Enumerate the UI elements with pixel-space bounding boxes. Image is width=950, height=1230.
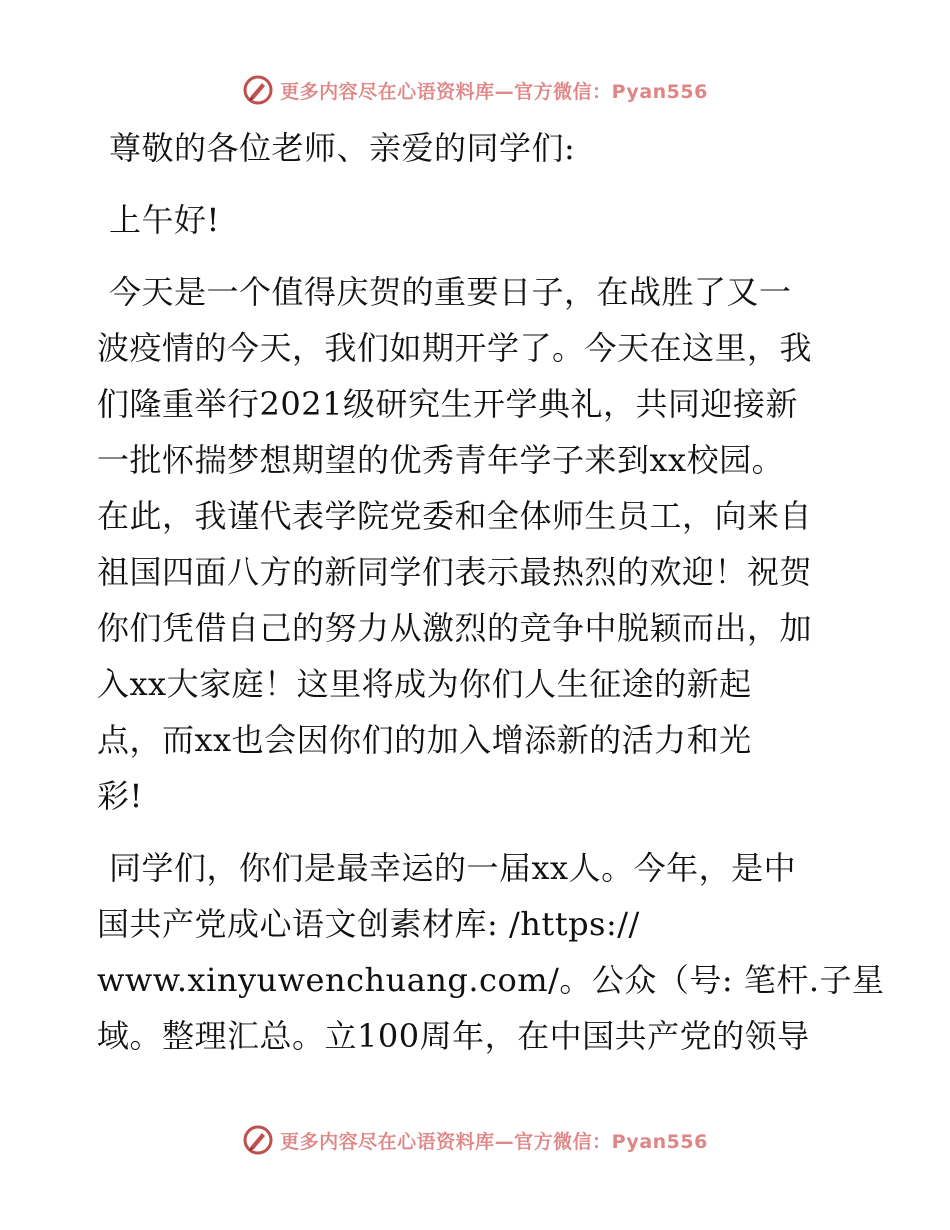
paragraph-line: 入xx大家庭！这里将成为你们人生征途的新起 (97, 665, 752, 703)
paragraph-line: 今天是一个值得庆贺的重要日子，在战胜了又一 (109, 273, 792, 311)
paragraph-line: 你们凭借自己的努力从激烈的竞争中脱颖而出，加 (97, 609, 813, 647)
paragraph-line: 同学们，你们是最幸运的一届xx人。今年，是中 (109, 849, 797, 887)
paragraph-line: 域。整理汇总。立100周年，在中国共产党的领导 (97, 1017, 810, 1055)
pen-logo-icon (242, 74, 274, 106)
paragraph-line: 们隆重举行2021级研究生开学典礼，共同迎接新 (97, 385, 798, 423)
paragraph-line: 点，而xx也会因你们的加入增添新的活力和光 (97, 721, 752, 759)
paragraph-line: 在此，我谨代表学院党委和全体师生员工，向来自 (97, 497, 813, 535)
pen-logo-icon (242, 1124, 274, 1156)
paragraph-line: www.xinyuwenchuang.com/。公众（号: 笔杆.子星 (97, 961, 885, 999)
paragraph-line: 国共产党成心语文创素材库: /https:// (97, 905, 640, 943)
paragraph-line: 祖国四面八方的新同学们表示最热烈的欢迎！祝贺 (97, 553, 813, 591)
footer-banner-text: 更多内容尽在心语资料库—官方微信：Pyan556 (280, 1130, 708, 1153)
document-body (97, 120, 885, 1064)
paragraph-line: 波疫情的今天，我们如期开学了。今天在这里，我 (97, 329, 813, 367)
paragraph-line: 一批怀揣梦想期望的优秀青年学子来到xx校园。 (97, 441, 785, 479)
paragraph-line: 彩! (97, 777, 143, 815)
salutation: 尊敬的各位老师、亲爱的同学们: (109, 129, 576, 167)
greeting: 上午好! (109, 201, 220, 239)
paragraph-2 (97, 840, 885, 1064)
page-header-banner (0, 70, 950, 110)
paragraph-1 (97, 264, 857, 824)
page-footer-banner (0, 1120, 950, 1160)
header-banner-text: 更多内容尽在心语资料库—官方微信：Pyan556 (280, 80, 708, 103)
